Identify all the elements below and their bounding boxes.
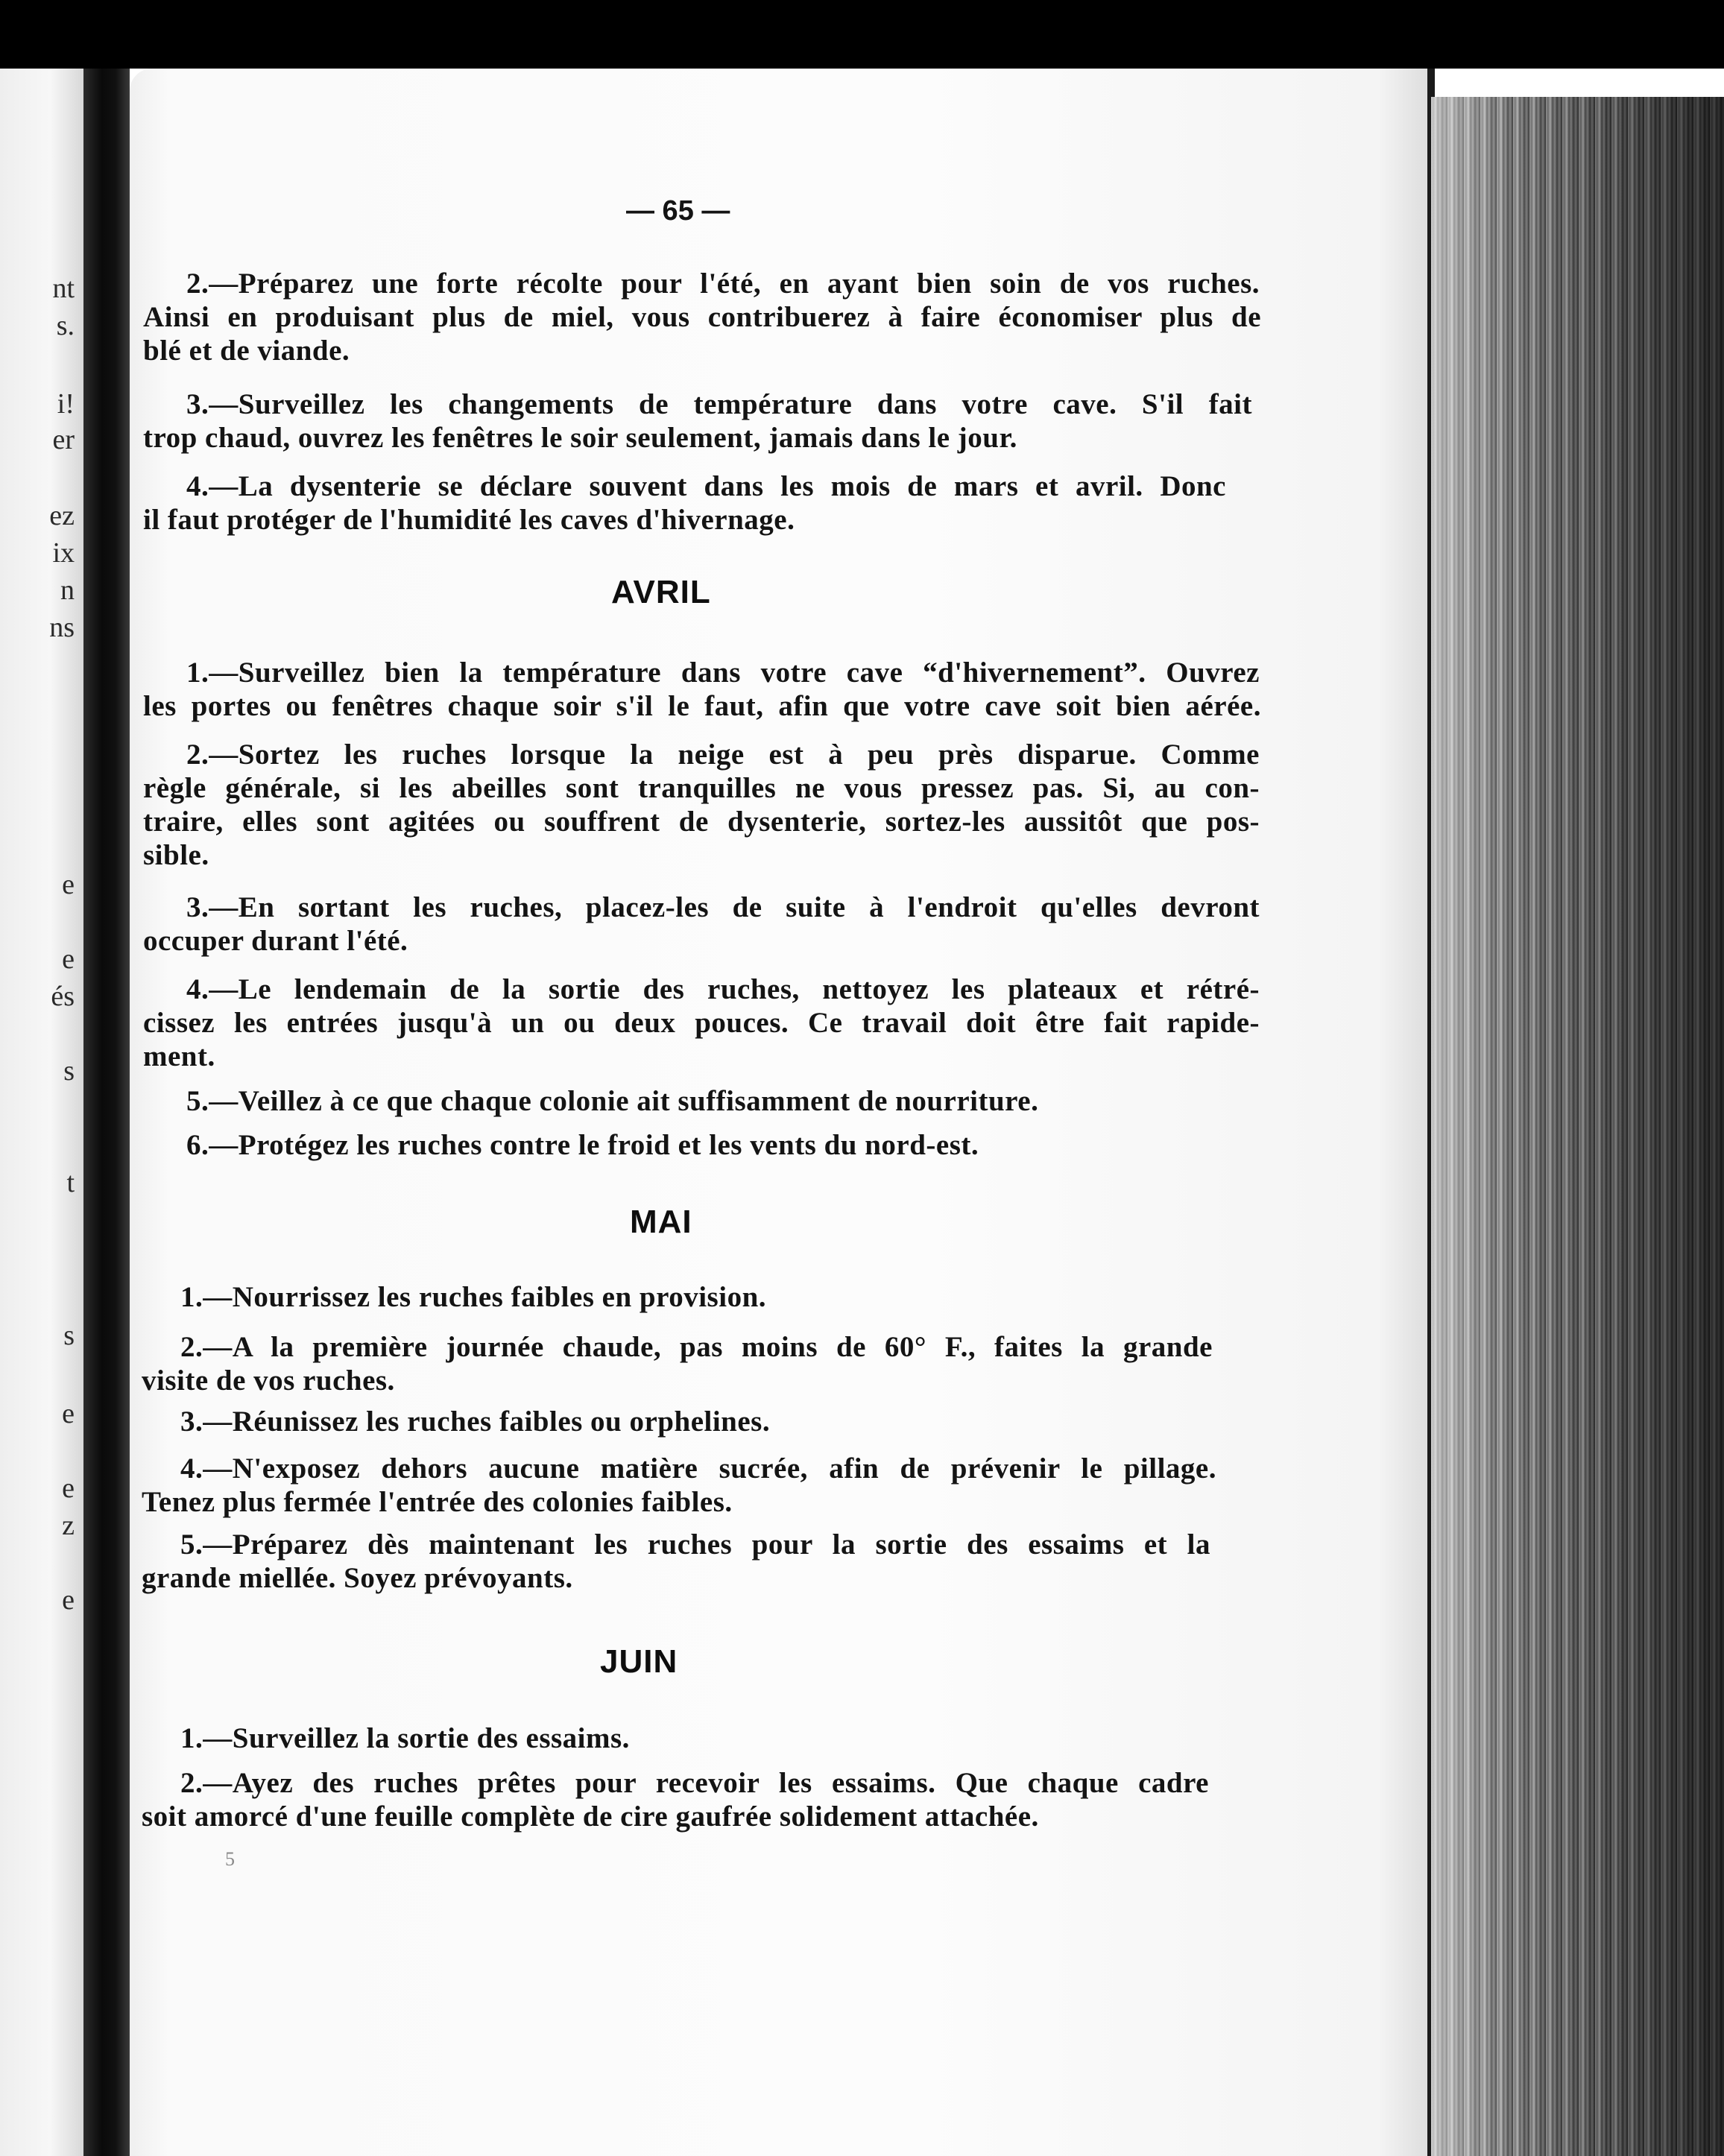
left-fragment: e xyxy=(62,1584,75,1616)
left-fragment: e xyxy=(62,1473,75,1504)
text-line: Ainsi en produisant plus de miel, vous contribuerez à faire économiser plus de xyxy=(143,301,1261,333)
text-line: traire, elles sont agitées ou souffrent de dysenterie, sortez-les aussitôt que pos- xyxy=(143,806,1260,838)
text-line: sible. xyxy=(143,839,209,871)
left-fragment: ez xyxy=(49,500,75,531)
left-fragment: e xyxy=(62,943,75,975)
left-fragment: ns xyxy=(49,612,75,643)
left-fragment: n xyxy=(60,575,75,606)
paragraph-juin-2 xyxy=(142,1766,1215,1833)
text-line: 6.—Protégez les ruches contre le froid et les vents du nord-est. xyxy=(186,1129,979,1161)
text-line: 2.—Sortez les ruches lorsque la neige est à peu près disparue. Comme xyxy=(186,739,1260,771)
text-line: 5.—Préparez dès maintenant les ruches pour la sortie des essaims et la xyxy=(180,1529,1210,1561)
paragraph-avril-2 xyxy=(143,738,1260,872)
page-edges-stack xyxy=(1431,97,1724,2156)
signature-mark: 5 xyxy=(225,1848,235,1870)
text-line: les portes ou fenêtres chaque soir s'il le faut, afin que votre cave soit bien aérée. xyxy=(143,690,1261,722)
left-fragment: s. xyxy=(56,310,75,341)
text-line: 4.—Le lendemain de la sortie des ruches, nettoyez les plateaux et rétré- xyxy=(186,973,1260,1005)
text-line: grande miellée. Soyez prévoyants. xyxy=(142,1562,573,1594)
paragraph-avril-3 xyxy=(143,891,1260,958)
scan-top-border xyxy=(0,0,1724,69)
left-fragment: e xyxy=(62,869,75,900)
facing-page-left xyxy=(0,0,83,2156)
text-line: 4.—La dysenterie se déclare souvent dans les mois de mars et avril. Donc xyxy=(186,470,1226,502)
text-line: 4.—N'exposez dehors aucune matière sucrée, afin de prévenir le pillage. xyxy=(180,1452,1216,1485)
left-fragment: és xyxy=(51,981,75,1012)
left-fragment: i! xyxy=(57,388,75,420)
text-line: trop chaud, ouvrez les fenêtres le soir seulement, jamais dans le jour. xyxy=(143,422,1017,454)
left-fragment: s xyxy=(63,1055,75,1087)
paragraph-mai-3 xyxy=(180,1405,1254,1438)
text-line: 1.—Nourrissez les ruches faibles en provision. xyxy=(180,1281,767,1313)
text-line: 3.—Réunissez les ruches faibles ou orphelines. xyxy=(180,1406,771,1438)
text-line: 1.—Surveillez la sortie des essaims. xyxy=(180,1722,630,1754)
section-heading-juin: JUIN xyxy=(600,1643,678,1680)
text-line: 2.—Ayez des ruches prêtes pour recevoir les essaims. Que chaque cadre xyxy=(180,1767,1209,1799)
text-line: soit amorcé d'une feuille complète de cire gaufrée solidement attachée. xyxy=(142,1801,1039,1833)
left-fragment: ix xyxy=(52,537,75,569)
text-line: ment. xyxy=(143,1040,215,1072)
paragraph-juin-1 xyxy=(180,1722,1254,1755)
paragraph-mai-4 xyxy=(142,1452,1216,1519)
left-fragment: er xyxy=(52,424,75,455)
paragraph-avril-1 xyxy=(143,656,1261,723)
paragraph-mars-4 xyxy=(143,470,1226,537)
left-fragment: e xyxy=(62,1398,75,1429)
left-fragment: t xyxy=(66,1167,75,1198)
paragraph-mai-5 xyxy=(142,1528,1215,1595)
text-line: 2.—A la première journée chaude, pas moins de 60° F., faites la grande xyxy=(180,1331,1213,1363)
section-heading-avril: AVRIL xyxy=(611,574,711,610)
text-line: blé et de viande. xyxy=(143,335,350,367)
section-heading-mai: MAI xyxy=(630,1204,692,1240)
text-line: règle générale, si les abeilles sont tranquilles ne vous pressez pas. Si, au con- xyxy=(143,772,1260,804)
page-number: — 65 — xyxy=(626,195,730,227)
text-line: 2.—Préparez une forte récolte pour l'été, en ayant bien soin de vos ruches. xyxy=(186,268,1260,300)
text-line: 5.—Veillez à ce que chaque colonie ait suffisamment de nourriture. xyxy=(186,1085,1039,1117)
text-line: Tenez plus fermée l'entrée des colonies faibles. xyxy=(142,1486,733,1518)
paragraph-mai-2 xyxy=(142,1330,1215,1397)
paragraph-avril-4 xyxy=(143,973,1260,1073)
paragraph-mai-1 xyxy=(180,1280,1254,1314)
text-line: visite de vos ruches. xyxy=(142,1365,395,1397)
text-line: il faut protéger de l'humidité les caves d'hivernage. xyxy=(143,504,795,536)
text-line: 3.—En sortant les ruches, placez-les de suite à l'endroit qu'elles devront xyxy=(186,891,1260,923)
paragraph-avril-5 xyxy=(186,1084,1260,1118)
text-line: occuper durant l'été. xyxy=(143,925,408,957)
book-gutter xyxy=(83,0,130,2156)
text-line: 3.—Surveillez les changements de température dans votre cave. S'il fait xyxy=(186,388,1252,420)
left-fragment: nt xyxy=(52,273,75,304)
left-fragment: z xyxy=(62,1510,75,1541)
text-line: 1.—Surveillez bien la température dans votre cave “d'hivernement”. Ouvrez xyxy=(186,657,1260,689)
paragraph-mars-3 xyxy=(143,388,1252,455)
paragraph-avril-6 xyxy=(186,1128,1260,1162)
left-fragment: s xyxy=(63,1320,75,1351)
paragraph-mars-2 xyxy=(143,267,1261,367)
text-line: cissez les entrées jusqu'à un ou deux pouces. Ce travail doit être fait rapide- xyxy=(143,1007,1260,1039)
